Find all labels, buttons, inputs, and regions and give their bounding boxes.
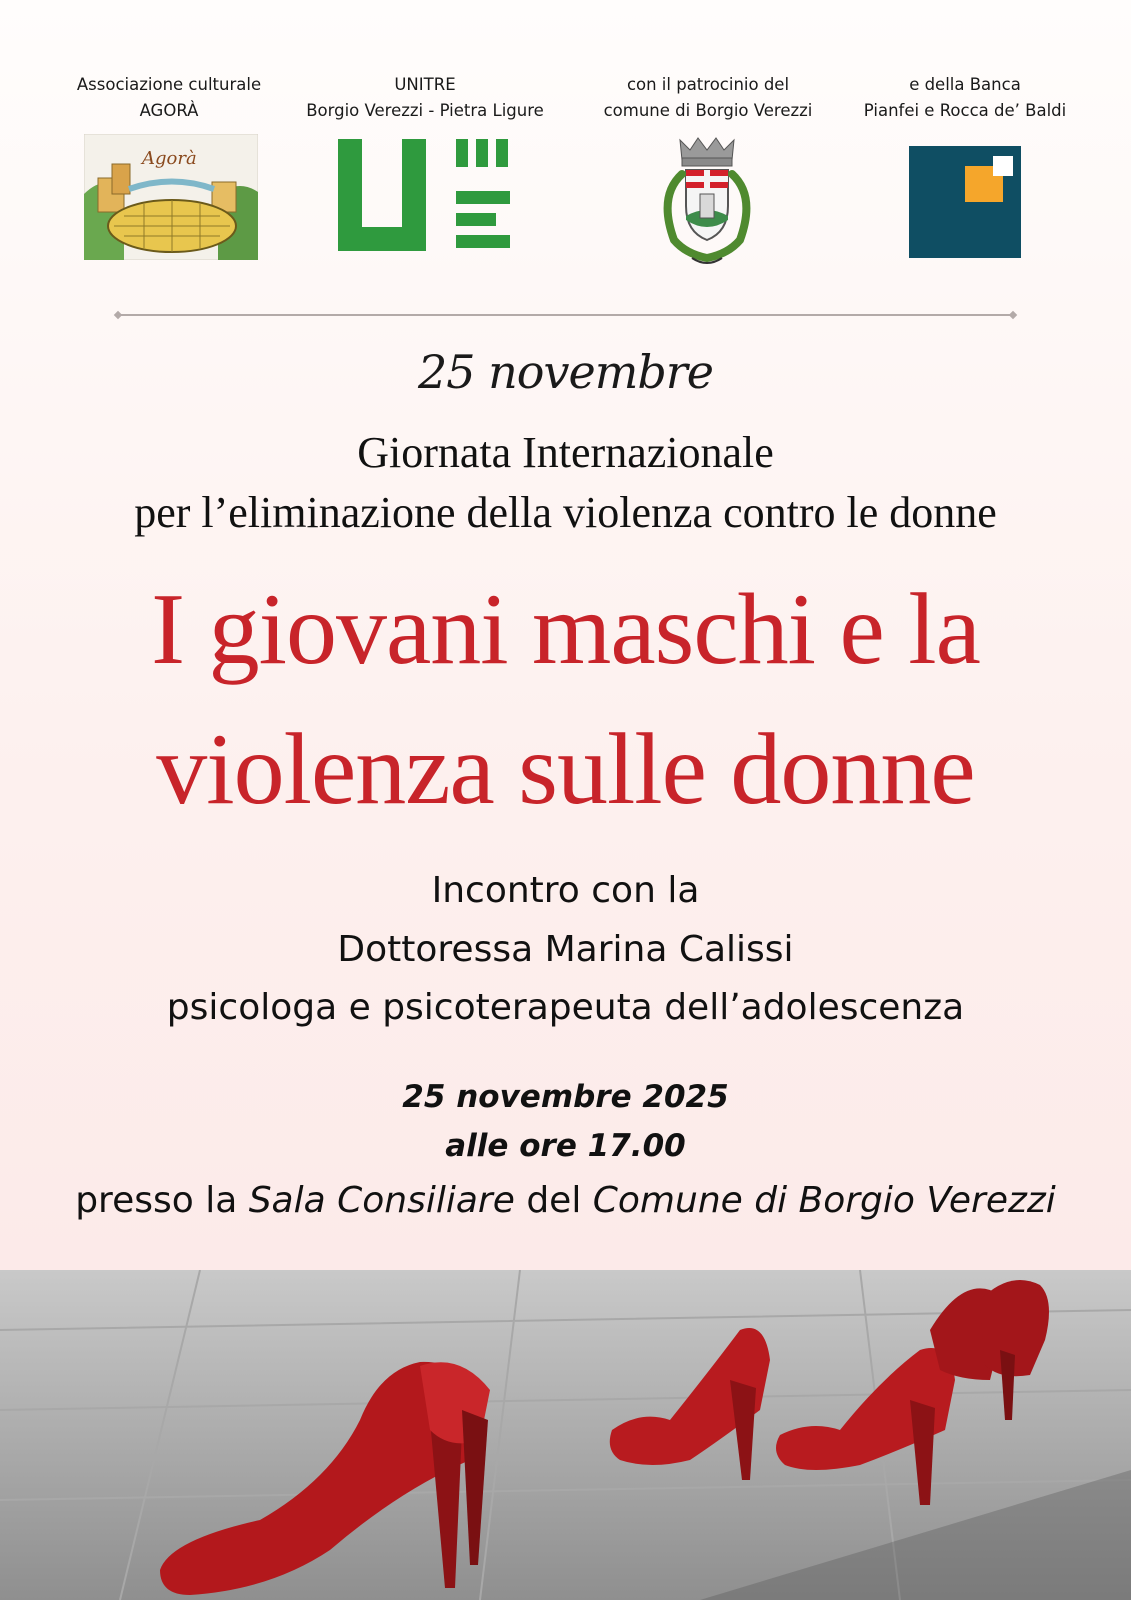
sponsor-caption-line1: Associazione culturale — [76, 75, 262, 94]
sponsor-bank — [830, 72, 1100, 124]
sponsor-agora — [34, 72, 304, 124]
sponsor-caption-line2: Borgio Verezzi - Pietra Ligure — [306, 101, 544, 120]
venue-town: Comune di Borgio Verezzi — [592, 1180, 1056, 1221]
event-title-line1: I giovani maschi e la — [151, 573, 980, 686]
venue-prefix: presso la — [75, 1180, 249, 1221]
bank-pianfei-logo — [909, 146, 1021, 258]
event-title-line2: violenza sulle donne — [156, 713, 975, 826]
occasion-line2: per l’eliminazione della violenza contro le donne — [134, 488, 997, 537]
speaker-role: psicologa e psicoterapeuta dell’adolescenza — [166, 987, 965, 1028]
sponsor-caption-line2: AGORÀ — [139, 101, 199, 120]
date-script-heading: 25 novembre — [418, 345, 713, 399]
agora-painting-logo — [84, 134, 258, 260]
sponsor-caption-line1: e della Banca — [909, 75, 1021, 94]
sponsor-caption-line1: con il patrocinio del — [626, 75, 790, 94]
occasion-line1: Giornata Internazionale — [357, 428, 774, 477]
meeting-intro: Incontro con la — [431, 870, 700, 911]
sponsor-caption-line2: comune di Borgio Verezzi — [603, 101, 813, 120]
sponsor-comune — [573, 72, 843, 124]
venue-room: Sala Consiliare — [248, 1180, 515, 1221]
sponsor-caption-line1: UNITRE — [394, 75, 456, 94]
header-divider — [118, 314, 1013, 316]
unitre-logo — [338, 139, 512, 251]
venue-mid: del — [514, 1180, 593, 1221]
sponsor-caption-line2: Pianfei e Rocca de’ Baldi — [863, 101, 1067, 120]
red-high-heel-shoes-photo — [0, 1270, 1131, 1600]
speaker-name: Dottoressa Marina Calissi — [337, 929, 794, 970]
agora-logo-text: Agorà — [142, 148, 197, 169]
borgio-verezzi-coat-of-arms — [652, 136, 762, 272]
sponsor-unitre — [290, 72, 560, 124]
event-venue — [0, 1173, 1131, 1229]
event-time: alle ore 17.00 — [445, 1128, 686, 1164]
event-date: 25 novembre 2025 — [402, 1079, 729, 1115]
